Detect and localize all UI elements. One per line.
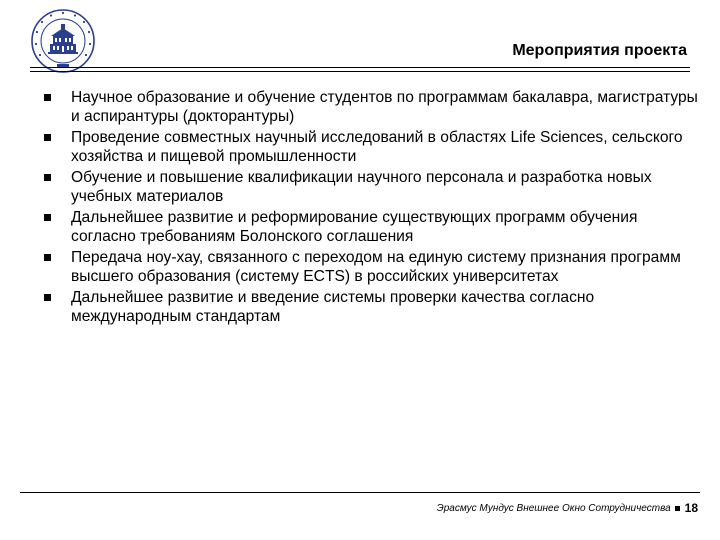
list-item-text: Дальнейшее развитие и введение системы проверки качества согласно международным стандартам <box>71 289 595 325</box>
slide-title: Мероприятия проекта <box>512 42 687 59</box>
square-bullet-icon <box>44 294 51 301</box>
square-bullet-icon <box>44 174 51 181</box>
list-item <box>44 168 700 206</box>
university-seal-icon <box>30 8 96 74</box>
list-item-text: Научное образование и обучение студентов по программам бакалавра, магистратуры и аспирантуры (докторантуры) <box>71 89 698 125</box>
list-item-text: Обучение и повышение квалификации научного персонала и разработка новых учебных материалов <box>71 169 652 205</box>
list-item <box>44 248 700 286</box>
square-bullet-icon <box>44 134 51 141</box>
footer <box>437 501 698 515</box>
square-bullet-icon <box>44 214 51 221</box>
square-separator-icon <box>675 506 680 511</box>
activities-list <box>44 88 700 328</box>
footer-text: Эрасмус Мундус Внешнее Окно Сотрудничества <box>436 502 671 514</box>
list-item <box>44 208 700 246</box>
footer-divider <box>20 492 700 493</box>
list-item <box>44 128 700 166</box>
list-item <box>44 288 700 326</box>
title-divider <box>30 67 690 68</box>
list-item-text: Дальнейшее развитие и реформирование существующих программ обучения согласно требованиям Болонского соглашения <box>71 209 638 245</box>
page-number: 18 <box>684 501 698 515</box>
list-item <box>44 88 700 126</box>
square-bullet-icon <box>44 254 51 261</box>
list-item-text: Передача ноу-хау, связанного с переходом на единую систему признания программ высшего образования (систему ECTS) в российских университетах <box>71 249 681 285</box>
square-bullet-icon <box>44 94 51 101</box>
title-divider-thin <box>30 71 690 72</box>
list-item-text: Проведение совместных научный исследований в областях Life Sciences, сельского хозяйства и пищевой промышленности <box>71 129 683 165</box>
